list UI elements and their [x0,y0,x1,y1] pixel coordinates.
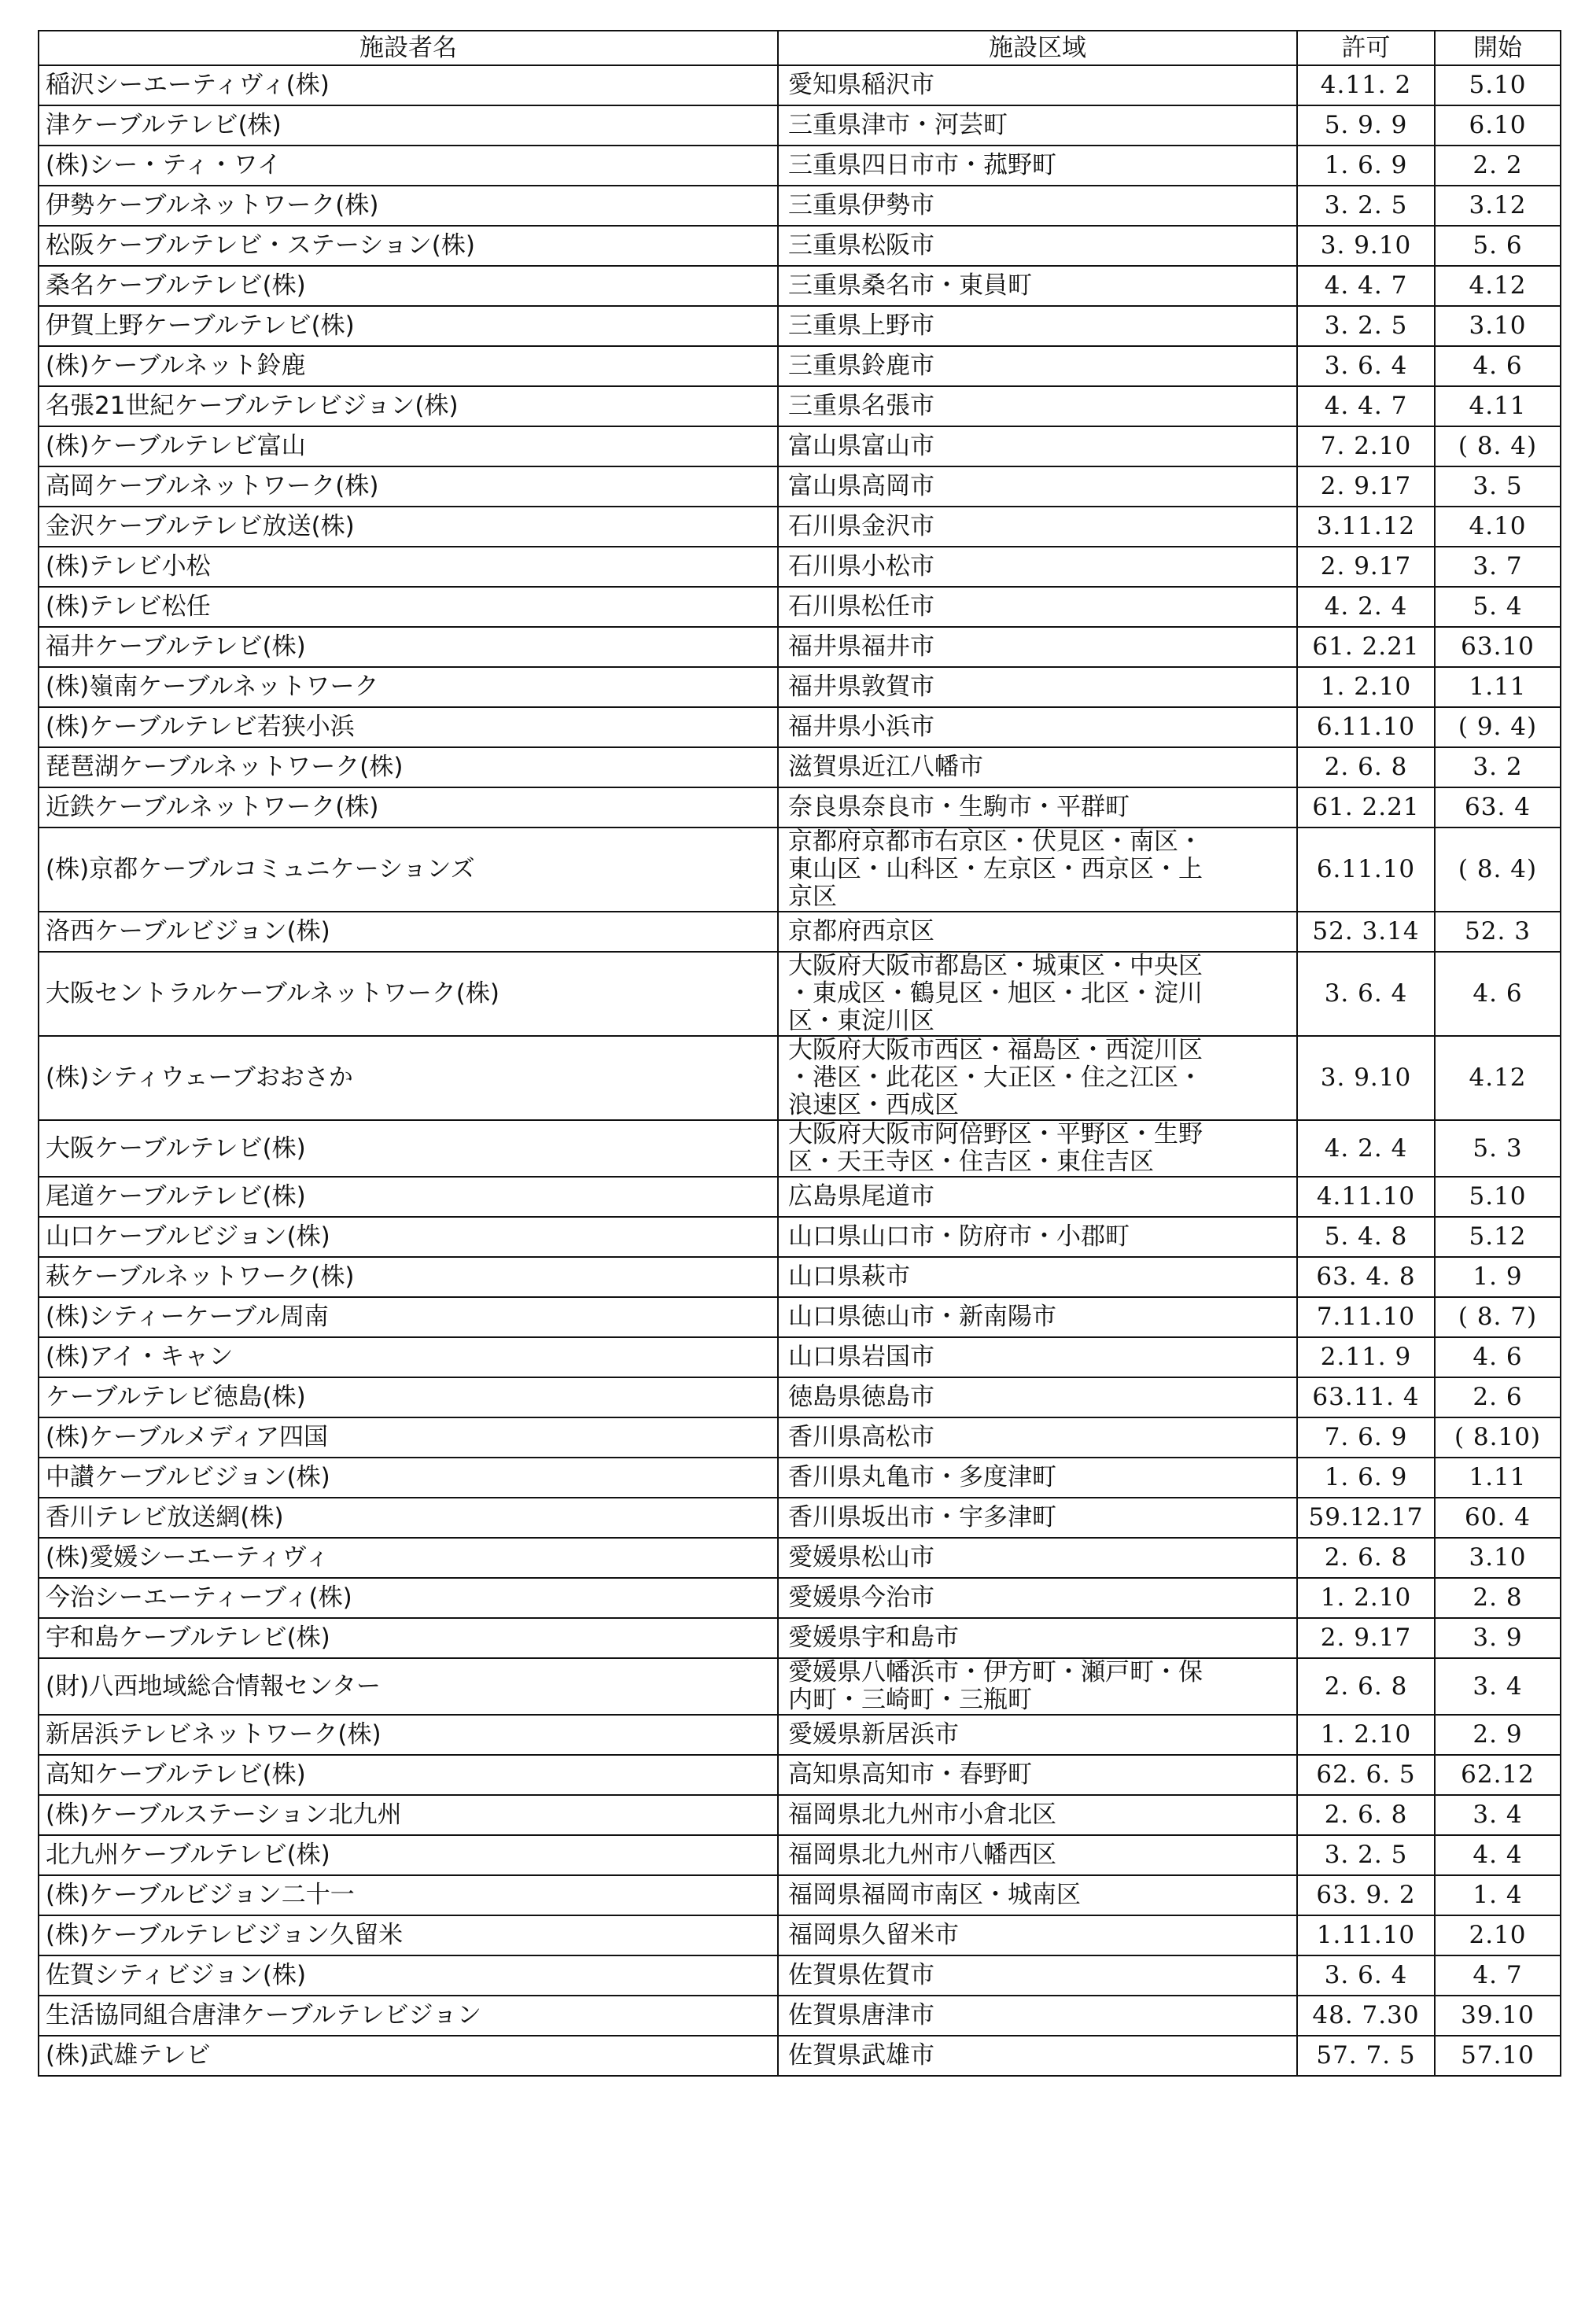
start-date: 5.12 [1435,1217,1561,1257]
header-row [39,31,1561,65]
start-date: 2. 2 [1435,146,1561,186]
operator-name: 宇和島ケーブルテレビ(株) [39,1618,778,1658]
operator-name: 伊勢ケーブルネットワーク(株) [39,186,778,226]
start-date: 3.12 [1435,186,1561,226]
operator-name: (財)八西地域総合情報センター [39,1658,778,1715]
table-row [39,1755,1561,1795]
start-date: 2. 9 [1435,1715,1561,1755]
service-area: 三重県上野市 [778,306,1297,346]
start-date: 60. 4 [1435,1498,1561,1538]
service-area: 佐賀県武雄市 [778,2036,1297,2076]
start-date: 2. 8 [1435,1578,1561,1618]
table-row [39,266,1561,306]
table-row [39,952,1561,1036]
service-area: 三重県松阪市 [778,226,1297,266]
operator-name: 中讃ケーブルビジョン(株) [39,1458,778,1498]
license-date: 59.12.17 [1297,1498,1435,1538]
service-area: 愛媛県今治市 [778,1578,1297,1618]
operator-name: (株)ケーブルビジョン二十一 [39,1875,778,1915]
start-date: 5. 4 [1435,587,1561,627]
license-date: 61. 2.21 [1297,627,1435,667]
operator-name: 高岡ケーブルネットワーク(株) [39,466,778,507]
operator-name: 福井ケーブルテレビ(株) [39,627,778,667]
start-date: 4. 6 [1435,952,1561,1036]
license-date: 4.11. 2 [1297,65,1435,105]
start-date: 52. 3 [1435,912,1561,952]
table-row [39,912,1561,952]
service-area: 愛媛県新居浜市 [778,1715,1297,1755]
service-area: 香川県高松市 [778,1417,1297,1458]
service-area: 愛知県稲沢市 [778,65,1297,105]
license-date: 3.11.12 [1297,507,1435,547]
license-date: 57. 7. 5 [1297,2036,1435,2076]
license-date: 4. 2. 4 [1297,1120,1435,1177]
license-date: 5. 9. 9 [1297,105,1435,146]
start-date: ( 8.10) [1435,1417,1561,1458]
cable-operator-table [38,30,1561,2077]
service-area: 愛媛県松山市 [778,1538,1297,1578]
license-date: 3. 6. 4 [1297,952,1435,1036]
license-date: 2. 9.17 [1297,1618,1435,1658]
start-date: 63.10 [1435,627,1561,667]
operator-name: 萩ケーブルネットワーク(株) [39,1257,778,1297]
operator-name: (株)テレビ小松 [39,547,778,587]
license-date: 5. 4. 8 [1297,1217,1435,1257]
table-row [39,1875,1561,1915]
start-date: ( 8. 7) [1435,1297,1561,1337]
table-row [39,747,1561,787]
table-row [39,1177,1561,1217]
start-date: 4.12 [1435,1036,1561,1120]
license-date: 3. 2. 5 [1297,1835,1435,1875]
service-area: 山口県徳山市・新南陽市 [778,1297,1297,1337]
service-area: 京都府京都市右京区・伏見区・南区・ 東山区・山科区・左京区・西京区・上 京区 [778,827,1297,912]
operator-name: (株)シティウェーブおおさか [39,1036,778,1120]
table-row [39,1257,1561,1297]
start-date: 4.10 [1435,507,1561,547]
start-date: 3. 2 [1435,747,1561,787]
table-row [39,1297,1561,1337]
license-date: 6.11.10 [1297,707,1435,747]
operator-name: (株)ケーブルテレビ富山 [39,426,778,466]
operator-name: 大阪ケーブルテレビ(株) [39,1120,778,1177]
operator-name: (株)シー・ティ・ワイ [39,146,778,186]
operator-name: 山口ケーブルビジョン(株) [39,1217,778,1257]
start-date: 39.10 [1435,1996,1561,2036]
table-row [39,226,1561,266]
license-date: 2. 6. 8 [1297,747,1435,787]
service-area: 愛媛県宇和島市 [778,1618,1297,1658]
table-row [39,627,1561,667]
license-date: 7. 6. 9 [1297,1417,1435,1458]
table-row [39,1120,1561,1177]
service-area: 三重県鈴鹿市 [778,346,1297,386]
service-area: 三重県津市・河芸町 [778,105,1297,146]
operator-name: (株)ケーブルテレビジョン久留米 [39,1915,778,1955]
service-area: 奈良県奈良市・生駒市・平群町 [778,787,1297,827]
header-service-area: 施設区域 [778,31,1297,65]
table-row [39,1835,1561,1875]
operator-name: (株)愛媛シーエーティヴィ [39,1538,778,1578]
service-area: 福岡県福岡市南区・城南区 [778,1875,1297,1915]
operator-name: 大阪セントラルケーブルネットワーク(株) [39,952,778,1036]
license-date: 2. 6. 8 [1297,1658,1435,1715]
license-date: 62. 6. 5 [1297,1755,1435,1795]
table-row [39,1217,1561,1257]
license-date: 3. 9.10 [1297,226,1435,266]
operator-name: 近鉄ケーブルネットワーク(株) [39,787,778,827]
start-date: 4.12 [1435,266,1561,306]
table-row [39,1498,1561,1538]
table-row [39,1377,1561,1417]
license-date: 1. 2.10 [1297,1715,1435,1755]
operator-name: 桑名ケーブルテレビ(株) [39,266,778,306]
operator-name: 稲沢シーエーティヴィ(株) [39,65,778,105]
license-date: 7. 2.10 [1297,426,1435,466]
license-date: 4. 2. 4 [1297,587,1435,627]
service-area: 福井県小浜市 [778,707,1297,747]
service-area: 福井県敦賀市 [778,667,1297,707]
service-area: 福岡県北九州市八幡西区 [778,1835,1297,1875]
service-area: 石川県松任市 [778,587,1297,627]
start-date: 3. 4 [1435,1658,1561,1715]
start-date: 3. 7 [1435,547,1561,587]
table-row [39,827,1561,912]
service-area: 京都府西京区 [778,912,1297,952]
service-area: 高知県高知市・春野町 [778,1755,1297,1795]
table-row [39,1036,1561,1120]
license-date: 2. 9.17 [1297,547,1435,587]
table-row [39,1337,1561,1377]
service-area: 香川県坂出市・宇多津町 [778,1498,1297,1538]
service-area: 大阪府大阪市阿倍野区・平野区・生野 区・天王寺区・住吉区・東住吉区 [778,1120,1297,1177]
start-date: 4.11 [1435,386,1561,426]
license-date: 2.11. 9 [1297,1337,1435,1377]
operator-name: (株)嶺南ケーブルネットワーク [39,667,778,707]
license-date: 3. 6. 4 [1297,1955,1435,1996]
table-row [39,707,1561,747]
license-date: 63. 4. 8 [1297,1257,1435,1297]
service-area: 三重県四日市市・菰野町 [778,146,1297,186]
license-date: 6.11.10 [1297,827,1435,912]
start-date: 4. 6 [1435,1337,1561,1377]
start-date: ( 9. 4) [1435,707,1561,747]
license-date: 2. 6. 8 [1297,1795,1435,1835]
service-area: 佐賀県唐津市 [778,1996,1297,2036]
license-date: 3. 9.10 [1297,1036,1435,1120]
table-row [39,1578,1561,1618]
license-date: 4. 4. 7 [1297,386,1435,426]
operator-name: (株)ケーブルネット鈴鹿 [39,346,778,386]
license-date: 7.11.10 [1297,1297,1435,1337]
start-date: 57.10 [1435,2036,1561,2076]
service-area: 福岡県久留米市 [778,1915,1297,1955]
operator-name: 松阪ケーブルテレビ・ステーション(株) [39,226,778,266]
table-row [39,1538,1561,1578]
start-date: 6.10 [1435,105,1561,146]
operator-name: (株)シティーケーブル周南 [39,1297,778,1337]
table-row [39,1795,1561,1835]
license-date: 3. 2. 5 [1297,186,1435,226]
start-date: 1.11 [1435,667,1561,707]
table-row [39,346,1561,386]
license-date: 52. 3.14 [1297,912,1435,952]
start-date: ( 8. 4) [1435,827,1561,912]
service-area: 大阪府大阪市都島区・城東区・中央区 ・東成区・鶴見区・旭区・北区・淀川 区・東淀川区 [778,952,1297,1036]
service-area: 富山県高岡市 [778,466,1297,507]
start-date: 3. 4 [1435,1795,1561,1835]
table-row [39,146,1561,186]
start-date: 5. 3 [1435,1120,1561,1177]
operator-name: 津ケーブルテレビ(株) [39,105,778,146]
operator-name: 琵琶湖ケーブルネットワーク(株) [39,747,778,787]
operator-name: 金沢ケーブルテレビ放送(株) [39,507,778,547]
table-row [39,466,1561,507]
table-row [39,1417,1561,1458]
service-area: 石川県小松市 [778,547,1297,587]
service-area: 三重県名張市 [778,386,1297,426]
table-row [39,1658,1561,1715]
operator-name: (株)ケーブルステーション北九州 [39,1795,778,1835]
table-row [39,787,1561,827]
table-row [39,186,1561,226]
start-date: 1.11 [1435,1458,1561,1498]
license-date: 4.11.10 [1297,1177,1435,1217]
service-area: 福井県福井市 [778,627,1297,667]
operator-name: 高知ケーブルテレビ(株) [39,1755,778,1795]
service-area: 佐賀県佐賀市 [778,1955,1297,1996]
operator-name: 北九州ケーブルテレビ(株) [39,1835,778,1875]
license-date: 63. 9. 2 [1297,1875,1435,1915]
table-row [39,547,1561,587]
table-row [39,65,1561,105]
start-date: ( 8. 4) [1435,426,1561,466]
service-area: 愛媛県八幡浜市・伊方町・瀬戸町・保 内町・三崎町・三瓶町 [778,1658,1297,1715]
operator-name: (株)ケーブルメディア四国 [39,1417,778,1458]
operator-name: 生活協同組合唐津ケーブルテレビジョン [39,1996,778,2036]
start-date: 5.10 [1435,1177,1561,1217]
license-date: 2. 6. 8 [1297,1538,1435,1578]
table-body [39,65,1561,2076]
start-date: 5.10 [1435,65,1561,105]
service-area: 三重県伊勢市 [778,186,1297,226]
operator-name: 名張21世紀ケーブルテレビジョン(株) [39,386,778,426]
operator-name: 尾道ケーブルテレビ(株) [39,1177,778,1217]
operator-name: 新居浜テレビネットワーク(株) [39,1715,778,1755]
service-area: 三重県桑名市・東員町 [778,266,1297,306]
start-date: 2.10 [1435,1915,1561,1955]
table-row [39,587,1561,627]
service-area: 富山県富山市 [778,426,1297,466]
service-area: 山口県岩国市 [778,1337,1297,1377]
start-date: 1. 9 [1435,1257,1561,1297]
start-date: 63. 4 [1435,787,1561,827]
table-row [39,1715,1561,1755]
table-row [39,1955,1561,1996]
operator-name: 今治シーエーティーブィ(株) [39,1578,778,1618]
start-date: 3. 9 [1435,1618,1561,1658]
service-area: 大阪府大阪市西区・福島区・西淀川区 ・港区・此花区・大正区・住之江区・ 浪速区・西成区 [778,1036,1297,1120]
table-row [39,667,1561,707]
license-date: 4. 4. 7 [1297,266,1435,306]
service-area: 滋賀県近江八幡市 [778,747,1297,787]
start-date: 1. 4 [1435,1875,1561,1915]
start-date: 3.10 [1435,306,1561,346]
table-row [39,1915,1561,1955]
license-date: 61. 2.21 [1297,787,1435,827]
operator-name: (株)アイ・キャン [39,1337,778,1377]
service-area: 徳島県徳島市 [778,1377,1297,1417]
table-row [39,1618,1561,1658]
license-date: 1.11.10 [1297,1915,1435,1955]
operator-name: 佐賀シティビジョン(株) [39,1955,778,1996]
license-date: 1. 2.10 [1297,1578,1435,1618]
service-area: 香川県丸亀市・多度津町 [778,1458,1297,1498]
start-date: 4. 6 [1435,346,1561,386]
license-date: 3. 2. 5 [1297,306,1435,346]
header-operator-name: 施設者名 [39,31,778,65]
table-row [39,1458,1561,1498]
license-date: 1. 6. 9 [1297,1458,1435,1498]
license-date: 1. 6. 9 [1297,146,1435,186]
table-row [39,105,1561,146]
table-row [39,306,1561,346]
table-row [39,1996,1561,2036]
table-row [39,426,1561,466]
service-area: 山口県山口市・防府市・小郡町 [778,1217,1297,1257]
start-date: 3.10 [1435,1538,1561,1578]
license-date: 2. 9.17 [1297,466,1435,507]
table-row [39,2036,1561,2076]
start-date: 4. 4 [1435,1835,1561,1875]
operator-name: 香川テレビ放送網(株) [39,1498,778,1538]
operator-name: ケーブルテレビ徳島(株) [39,1377,778,1417]
license-date: 48. 7.30 [1297,1996,1435,2036]
start-date: 4. 7 [1435,1955,1561,1996]
operator-name: (株)ケーブルテレビ若狭小浜 [39,707,778,747]
operator-name: 洛西ケーブルビジョン(株) [39,912,778,952]
service-area: 福岡県北九州市小倉北区 [778,1795,1297,1835]
service-area: 山口県萩市 [778,1257,1297,1297]
start-date: 5. 6 [1435,226,1561,266]
document-page [38,30,1560,2077]
license-date: 1. 2.10 [1297,667,1435,707]
license-date: 63.11. 4 [1297,1377,1435,1417]
start-date: 62.12 [1435,1755,1561,1795]
header-start-date: 開始 [1435,31,1561,65]
operator-name: (株)テレビ松任 [39,587,778,627]
service-area: 広島県尾道市 [778,1177,1297,1217]
table-row [39,386,1561,426]
start-date: 2. 6 [1435,1377,1561,1417]
service-area: 石川県金沢市 [778,507,1297,547]
header-license-date: 許可 [1297,31,1435,65]
license-date: 3. 6. 4 [1297,346,1435,386]
operator-name: 伊賀上野ケーブルテレビ(株) [39,306,778,346]
operator-name: (株)京都ケーブルコミュニケーションズ [39,827,778,912]
operator-name: (株)武雄テレビ [39,2036,778,2076]
start-date: 3. 5 [1435,466,1561,507]
table-row [39,507,1561,547]
